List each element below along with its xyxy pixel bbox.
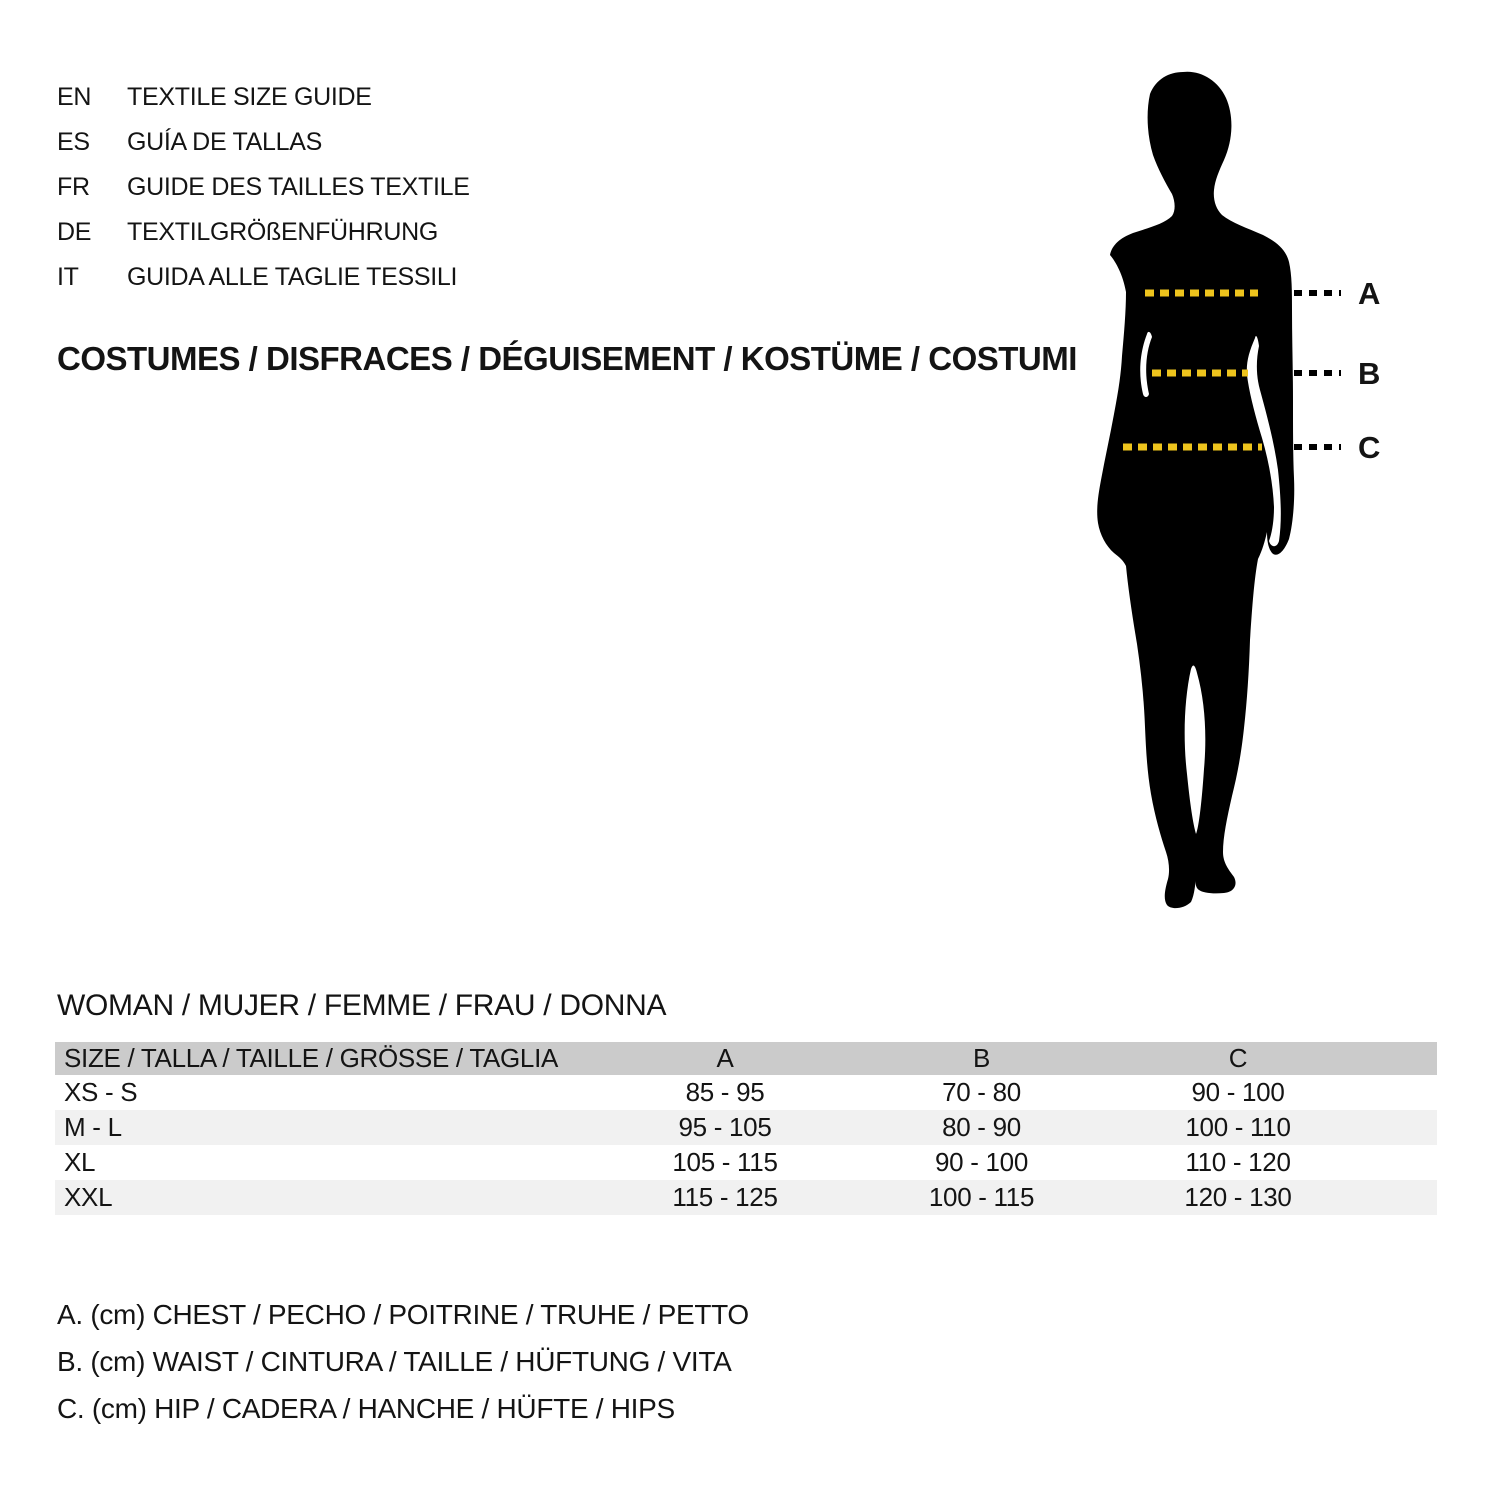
column-header-b: B [853,1042,1110,1075]
section-title-woman: WOMAN / MUJER / FEMME / FRAU / DONNA [57,989,667,1022]
waist-range-cell: 70 - 80 [942,1077,1021,1107]
hip-range-cell: 110 - 120 [1185,1147,1291,1177]
measure-label-c: C [1357,430,1381,465]
size-cell: XL [64,1147,96,1177]
size-cell: XXL [55,1180,597,1215]
legend-chest: A. (cm) CHEST / PECHO / POITRINE / TRUHE / PETTO [57,1299,749,1330]
column-header-size: SIZE / TALLA / TAILLE / GRÖSSE / TAGLIA [55,1042,597,1075]
waist-range-cell: 80 - 90 [853,1110,1110,1145]
language-title: GUIDE DES TAILLES TEXTILE [127,173,470,201]
chest-range-cell: 115 - 125 [597,1180,853,1215]
waist-range-cell: 90 - 100 [934,1147,1028,1177]
spacer-cell [1366,1145,1437,1180]
size-table-container [55,1042,1437,1215]
language-code: FR [57,173,90,201]
column-header-a: A [597,1042,853,1075]
category-heading: COSTUMES / DISFRACES / DÉGUISEMENT / KOSTÜME / COSTUMI [57,340,1077,377]
column-header-spacer [1366,1042,1437,1075]
waist-range-cell: 100 - 115 [853,1180,1110,1215]
language-title: GUÍA DE TALLAS [127,128,322,156]
measure-label-a: A [1357,276,1381,311]
spacer-cell [1366,1075,1437,1110]
chest-range-cell: 95 - 105 [597,1110,853,1145]
legend-hip: C. (cm) HIP / CADERA / HANCHE / HÜFTE / HIPS [57,1393,675,1424]
column-header-c: C [1110,1042,1366,1075]
measure-label-b: B [1357,356,1381,391]
table-row-xs-s [55,1075,1437,1110]
spacer-cell [1366,1110,1437,1145]
language-code: DE [57,218,92,246]
language-title: TEXTILGRÖßENFÜHRUNG [127,218,438,246]
table-row-xxl [55,1180,1437,1215]
size-cell: XS - S [64,1077,138,1107]
size-table-header-row [55,1042,1437,1075]
measurement-legend [57,1291,749,1432]
size-table [55,1042,1437,1215]
chest-range-cell: 85 - 95 [685,1077,765,1107]
legend-waist: B. (cm) WAIST / CINTURA / TAILLE / HÜFTUNG / VITA [57,1346,732,1377]
spacer-cell [1366,1180,1437,1215]
hip-range-cell: 120 - 130 [1110,1180,1366,1215]
language-code: ES [57,128,90,156]
size-cell: M - L [55,1110,597,1145]
table-row-m-l [55,1110,1437,1145]
chest-range-cell: 105 - 115 [672,1147,778,1177]
hip-range-cell: 90 - 100 [1191,1077,1285,1107]
language-code: IT [57,263,79,291]
table-row-xl [55,1145,1437,1180]
language-code: EN [57,83,92,111]
language-title: GUIDA ALLE TAGLIE TESSILI [127,263,458,291]
hip-range-cell: 100 - 110 [1110,1110,1366,1145]
language-title: TEXTILE SIZE GUIDE [127,83,372,111]
